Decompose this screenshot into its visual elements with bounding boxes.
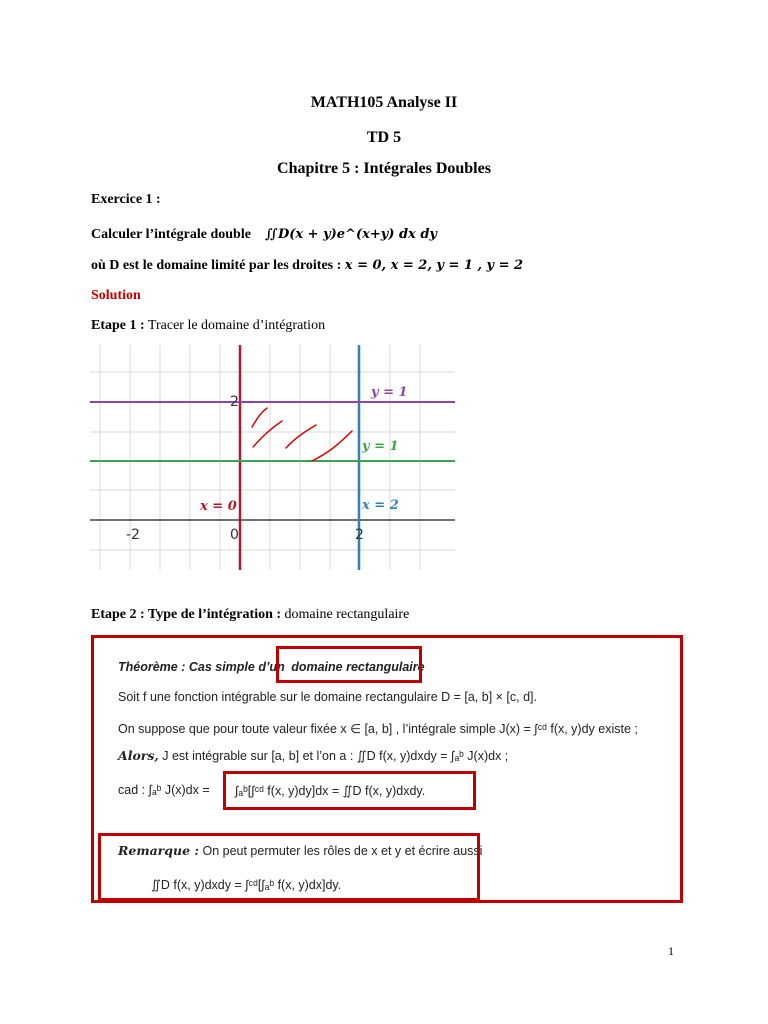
domain-statement [91,258,523,274]
step2-label: Etape 2 : Type de l’intégration : [91,607,282,622]
page-number: 1 [668,944,674,958]
integral-expression: ∬D(x + y)e^(x+y) dx dy [264,227,437,242]
highlight-box-formula [223,771,476,810]
domain-label: où D est le domaine limité par les droites : [91,258,342,273]
tick-x-neg2: -2 [126,527,140,543]
exercise-title: Exercice 1 : [91,192,161,207]
tick-y-2: 2 [230,394,239,410]
chapter-title: Chapitre 5 : Intégrales Doubles [277,160,491,177]
theorem-line4-prefix: cad : ∫ₐᵇ J(x)dx = [118,783,210,797]
highlight-box-title [276,646,425,683]
step1-text: Tracer le domaine d’intégration [147,318,326,333]
label-x0: x = 0 [200,499,237,514]
theorem-line3-text: J est intégrable sur [a, b] et l’on a : ∬D f(x, y)dxdy = ∫ₐᵇ J(x)dx ; [158,749,509,763]
highlight-box-remark [98,833,483,901]
tick-x-2: 2 [355,527,364,543]
grid [90,345,455,570]
step2 [91,607,409,623]
prompt-label: Calculer l’intégrale double [91,227,251,242]
theorem-title-boxed: domaine rectangulaire [291,660,425,674]
theorem-line4-formula: ∫ₐᵇ[∫ᶜᵈ f(x, y)dy]dx = ∬D f(x, y)dxdy. [235,784,426,798]
course-title: MATH105 Analyse II [310,94,458,111]
remark-formula: ∬D f(x, y)dxdy = ∫ᶜᵈ[∫ₐᵇ f(x, y)dx]dy. [151,878,342,892]
solution-heading: Solution [91,288,141,303]
hatching [252,408,352,461]
step1-label: Etape 1 : [91,318,145,333]
theorem-line2: On suppose que pour toute valeur fixée x ∈ [a, b] , l’intégrale simple J(x) = ∫ᶜᵈ f(x, y)dy existe ; [118,722,638,736]
step1 [91,318,325,334]
theorem-box [91,635,683,903]
domain-lines: x = 0, x = 2, y = 1 , y = 2 [344,258,524,273]
step2-text: domaine rectangulaire [284,607,410,622]
label-x2: x = 2 [362,498,399,513]
exercise-prompt [91,227,437,243]
remark-text: On peut permuter les rôles de x et y et écrire aussi [199,844,483,858]
theorem-line3 [118,748,508,763]
theorem-alors: Alors, [118,748,159,763]
theorem-line1: Soit f une fonction intégrable sur le domaine rectangulaire D = [a, b] × [c, d]. [118,690,537,704]
td-title: TD 5 [366,129,402,146]
label-middle: y = 1 [362,439,399,454]
theorem-title-prefix: Théorème : Cas simple d’un [118,660,285,674]
tick-x-0: 0 [230,527,239,543]
remark-label: Remarque : [118,843,199,858]
domain-graph [90,345,455,570]
label-top: y = 1 [371,385,408,400]
